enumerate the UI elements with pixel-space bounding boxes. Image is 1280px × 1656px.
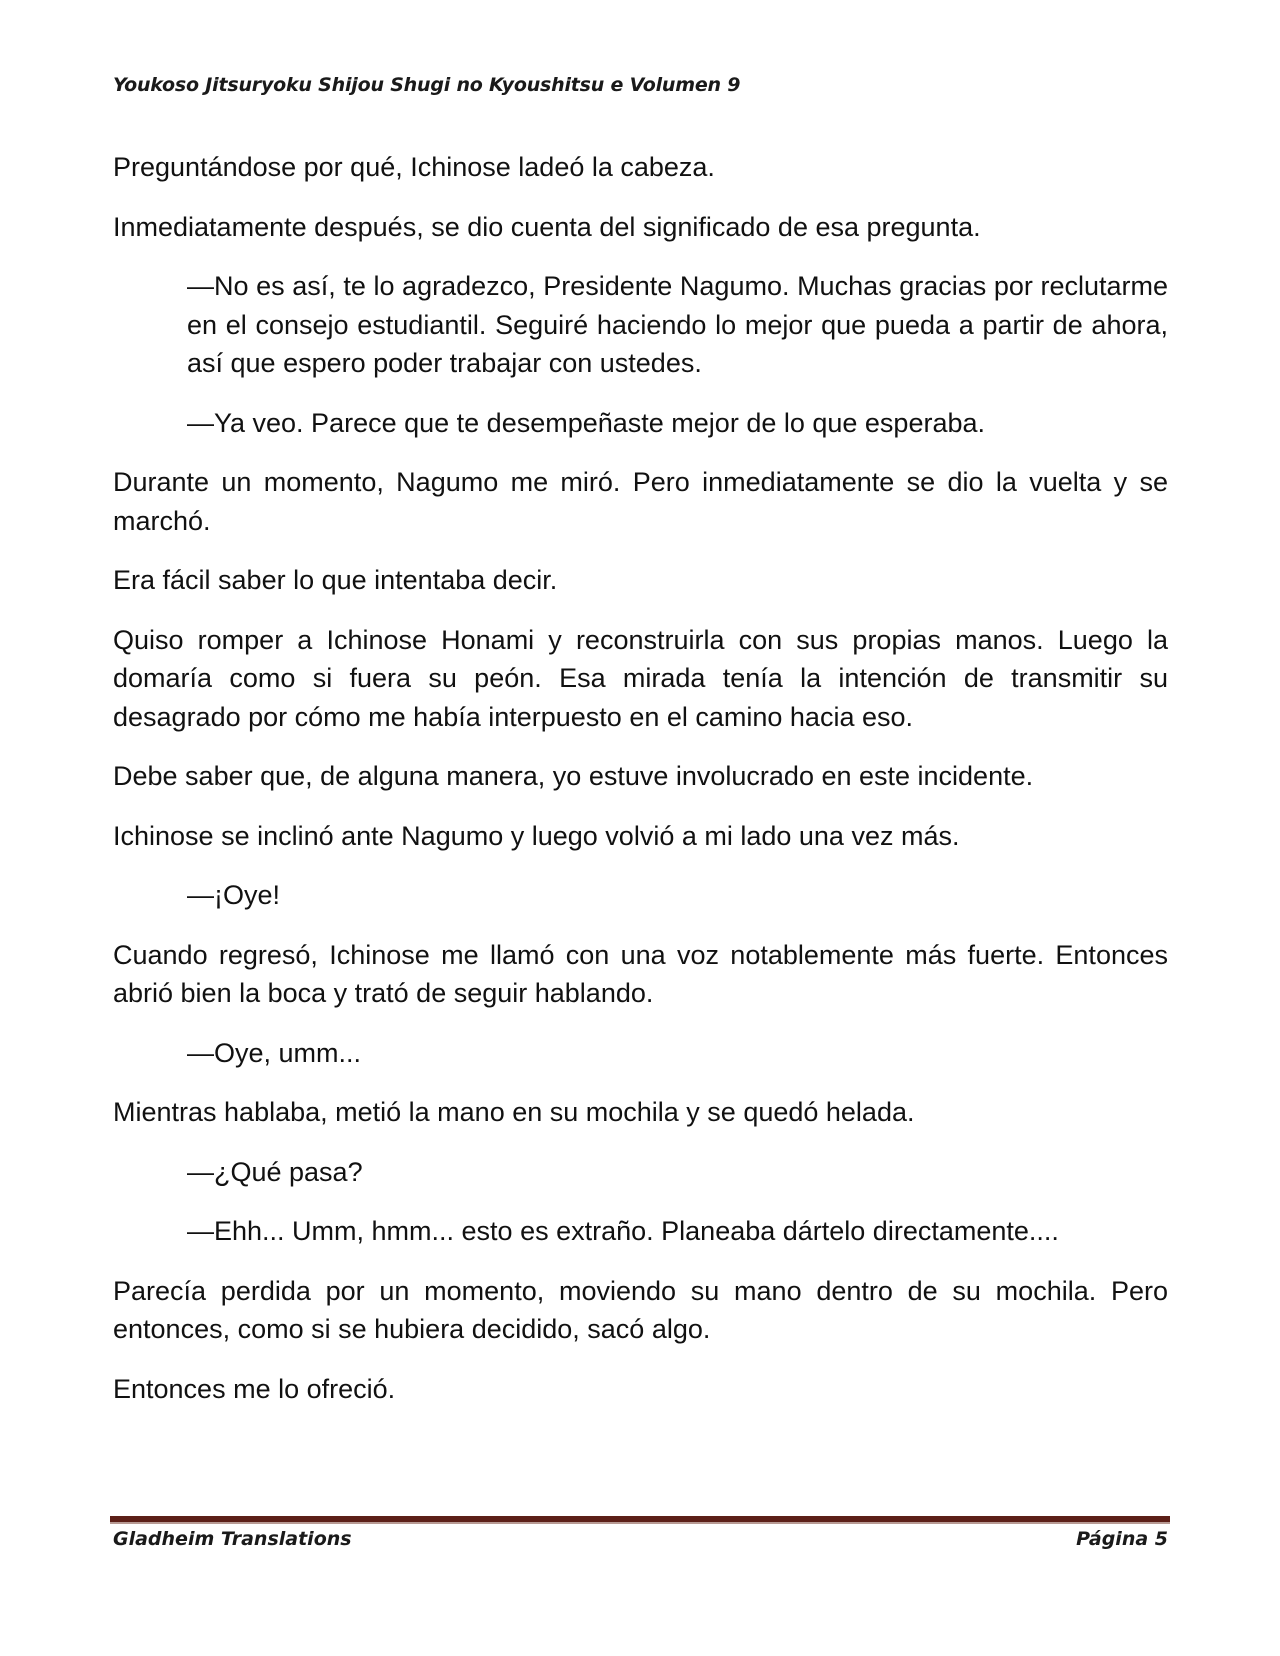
paragraph: Parecía perdida por un momento, moviendo su mano dentro de su mochila. Pero entonces, como si se hubiera decidido, sacó algo. xyxy=(113,1275,1168,1344)
footer-divider xyxy=(110,1516,1170,1524)
dialogue-paragraph: —Ya veo. Parece que te desempeñaste mejor de lo que esperaba. xyxy=(187,407,986,438)
footer-credit: Gladheim Translations xyxy=(113,1528,352,1550)
paragraph: Cuando regresó, Ichinose me llamó con una voz notablemente más fuerte. Entonces abrió bien la boca y trató de seguir hablando. xyxy=(113,939,1168,1008)
dialogue-paragraph: —¿Qué pasa? xyxy=(187,1156,363,1187)
page-number: Página 5 xyxy=(1076,1528,1168,1550)
dialogue-paragraph: —Oye, umm... xyxy=(187,1037,362,1068)
running-header: Youkoso Jitsuryoku Shijou Shugi no Kyoushitsu e Volumen 9 xyxy=(113,74,741,96)
dialogue-paragraph: —Ehh... Umm, hmm... esto es extraño. Planeaba dártelo directamente.... xyxy=(187,1216,1059,1246)
paragraph: Mientras hablaba, metió la mano en su mochila y se quedó helada. xyxy=(113,1097,915,1127)
dialogue-paragraph: —No es así, te lo agradezco, Presidente Nagumo. Muchas gracias por reclutarme en el consejo estudiantil. Seguiré haciendo lo mejor que pueda a partir de ahora, así que espero poder trabajar con ustedes. xyxy=(187,271,1168,378)
body-text xyxy=(113,148,1168,1429)
paragraph: Durante un momento, Nagumo me miró. Pero inmediatamente se dio la vuelta y se marchó. xyxy=(113,467,1168,536)
paragraph: Debe saber que, de alguna manera, yo estuve involucrado en este incidente. xyxy=(113,761,1034,791)
paragraph: Era fácil saber lo que intentaba decir. xyxy=(113,565,558,595)
dialogue-paragraph: —¡Oye! xyxy=(187,880,281,910)
paragraph: Entonces me lo ofreció. xyxy=(113,1373,396,1404)
paragraph: Ichinose se inclinó ante Nagumo y luego volvió a mi lado una vez más. xyxy=(113,820,960,851)
paragraph: Inmediatamente después, se dio cuenta del significado de esa pregunta. xyxy=(113,211,981,242)
paragraph: Quiso romper a Ichinose Honami y reconstruirla con sus propias manos. Luego la domaría como si fuera su peón. Esa mirada tenía la intención de transmitir su desagrado por cómo me había interpuesto en el camino hacia eso. xyxy=(113,624,1168,732)
paragraph: Preguntándose por qué, Ichinose ladeó la cabeza. xyxy=(113,152,715,182)
